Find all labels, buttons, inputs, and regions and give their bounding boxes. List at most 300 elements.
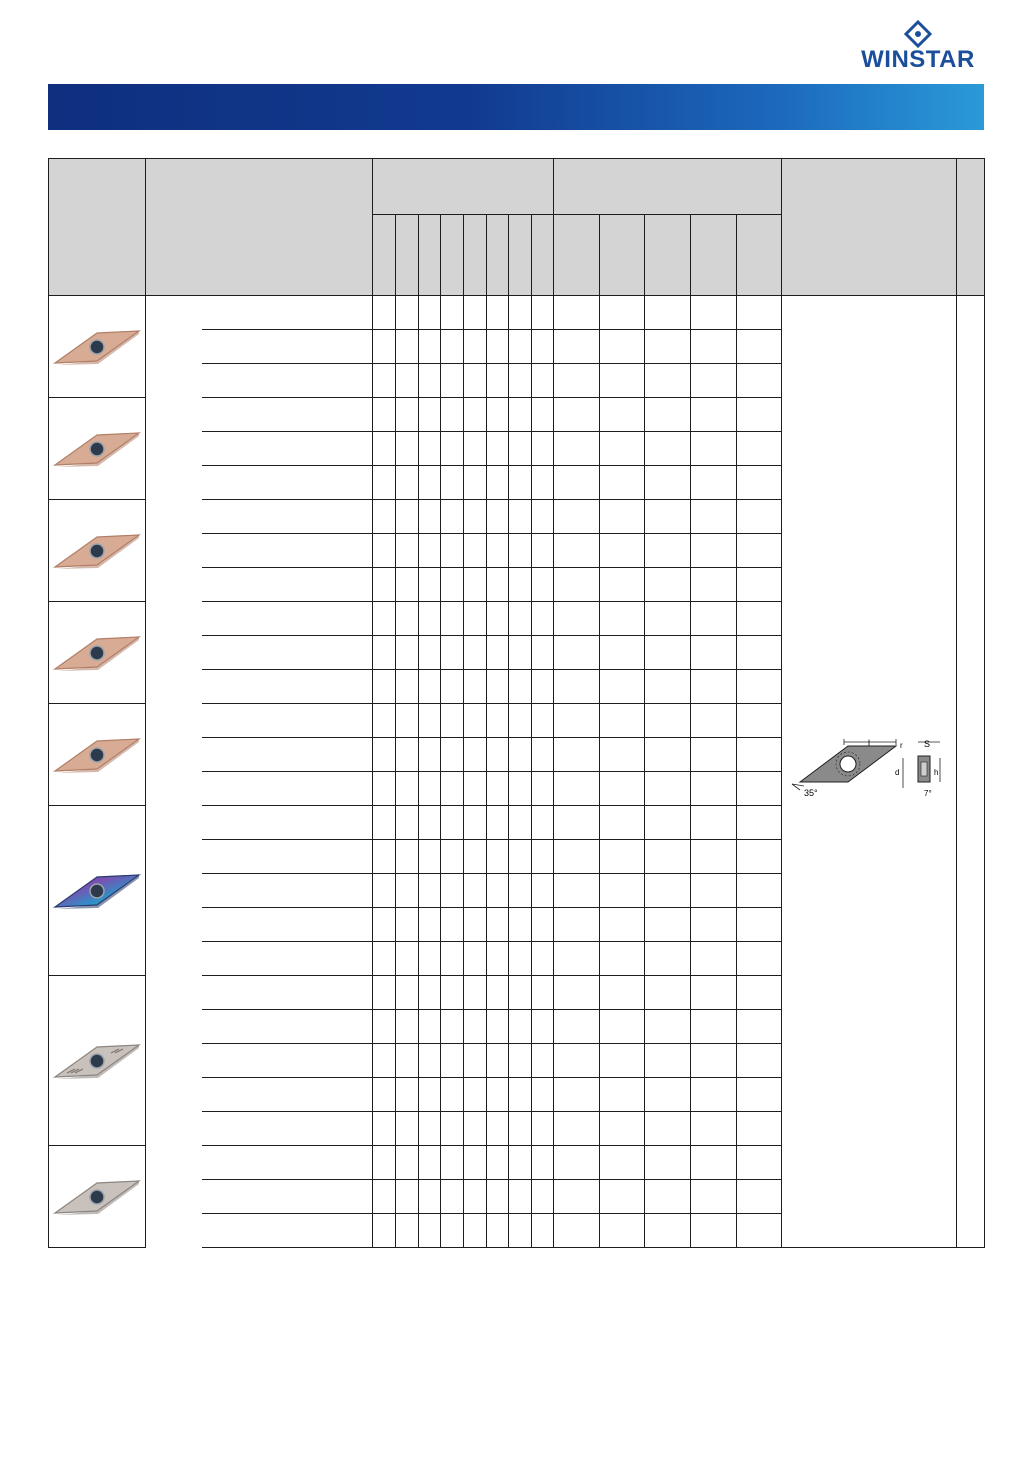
dimension-cell <box>736 874 781 908</box>
grade-cell <box>419 942 441 976</box>
dimension-cell <box>690 942 736 976</box>
insert-silver-icon <box>53 1175 141 1219</box>
dimension-cell <box>690 806 736 840</box>
grade-cell <box>464 466 487 500</box>
grade-cell <box>419 330 441 364</box>
grade-cell <box>464 636 487 670</box>
grade-cell <box>419 840 441 874</box>
grade-cell <box>441 1180 464 1214</box>
grade-cell <box>419 1214 441 1248</box>
diagram-label-s: S <box>924 739 931 749</box>
grade-cell <box>464 398 487 432</box>
grade-cell <box>396 1214 419 1248</box>
series-cell <box>146 1146 202 1248</box>
grade-cell <box>509 942 532 976</box>
grade-cell <box>509 908 532 942</box>
dimension-cell <box>736 772 781 806</box>
dimension-cell <box>554 500 600 534</box>
grade-cell <box>396 772 419 806</box>
grade-cell <box>464 1180 487 1214</box>
dimension-cell <box>645 500 690 534</box>
grade-cell <box>487 670 509 704</box>
dimension-cell <box>645 772 690 806</box>
diagram-label-angle-clearance: 7° <box>924 789 932 798</box>
grade-cell <box>441 432 464 466</box>
dimension-cell <box>645 602 690 636</box>
grade-cell <box>532 1146 554 1180</box>
header-grade-1 <box>373 215 396 296</box>
dimension-cell <box>554 1180 600 1214</box>
grade-cell <box>487 704 509 738</box>
dimension-cell <box>600 1214 645 1248</box>
grade-cell <box>396 942 419 976</box>
grade-cell <box>532 500 554 534</box>
insert-image-cell <box>49 602 146 704</box>
dimension-cell <box>600 364 645 398</box>
grade-cell <box>441 874 464 908</box>
designation-cell <box>202 942 373 976</box>
insert-copper-icon <box>53 529 141 573</box>
designation-cell <box>202 1112 373 1146</box>
dimension-cell <box>736 432 781 466</box>
insert-copper-icon <box>53 733 141 777</box>
grade-cell <box>373 874 396 908</box>
grade-cell <box>532 806 554 840</box>
grade-cell <box>373 942 396 976</box>
grade-cell <box>396 1146 419 1180</box>
grade-cell <box>487 500 509 534</box>
grade-cell <box>419 976 441 1010</box>
insert-image-cell <box>49 296 146 398</box>
grade-cell <box>532 1214 554 1248</box>
grade-cell <box>509 738 532 772</box>
dimension-cell <box>736 1214 781 1248</box>
grade-cell <box>464 1214 487 1248</box>
grade-cell <box>487 1112 509 1146</box>
dimension-cell <box>554 942 600 976</box>
grade-cell <box>419 432 441 466</box>
grade-cell <box>487 1010 509 1044</box>
diagram-label-r: r <box>900 741 903 750</box>
dimension-cell <box>645 1146 690 1180</box>
diagram-label-d: d <box>895 768 900 777</box>
dimension-cell <box>600 840 645 874</box>
series-cell <box>146 806 202 976</box>
grade-cell <box>509 1214 532 1248</box>
grade-cell <box>419 908 441 942</box>
dimension-cell <box>736 942 781 976</box>
grade-cell <box>441 840 464 874</box>
designation-cell <box>202 500 373 534</box>
grade-cell <box>441 976 464 1010</box>
grade-cell <box>487 976 509 1010</box>
grade-cell <box>396 296 419 330</box>
header-dim-2 <box>600 215 645 296</box>
header-grade-2 <box>396 215 419 296</box>
dimension-cell <box>690 500 736 534</box>
grade-cell <box>509 772 532 806</box>
grade-cell <box>441 534 464 568</box>
dimension-cell <box>554 1044 600 1078</box>
grade-cell <box>441 1044 464 1078</box>
dimension-cell <box>690 772 736 806</box>
dimension-cell <box>600 1146 645 1180</box>
grade-cell <box>487 1180 509 1214</box>
grade-cell <box>373 1214 396 1248</box>
grade-cell <box>419 568 441 602</box>
grade-cell <box>487 874 509 908</box>
grade-cell <box>464 1146 487 1180</box>
header-grade-8 <box>532 215 554 296</box>
dimension-cell <box>600 330 645 364</box>
winstar-logo <box>848 20 988 72</box>
grade-cell <box>396 908 419 942</box>
grade-cell <box>419 772 441 806</box>
grade-cell <box>509 636 532 670</box>
dimension-cell <box>554 296 600 330</box>
grade-cell <box>532 704 554 738</box>
designation-cell <box>202 330 373 364</box>
dimension-cell <box>645 398 690 432</box>
grade-cell <box>532 568 554 602</box>
grade-cell <box>509 976 532 1010</box>
dimension-cell <box>554 772 600 806</box>
designation-cell <box>202 398 373 432</box>
dimension-cell <box>736 1146 781 1180</box>
table-row <box>49 296 985 330</box>
grade-cell <box>509 432 532 466</box>
dimension-cell <box>690 330 736 364</box>
series-cell <box>146 976 202 1146</box>
grade-cell <box>464 738 487 772</box>
designation-cell <box>202 296 373 330</box>
grade-cell <box>419 1146 441 1180</box>
designation-cell <box>202 602 373 636</box>
dimension-cell <box>690 1010 736 1044</box>
grade-cell <box>532 976 554 1010</box>
dimension-cell <box>736 534 781 568</box>
dimension-cell <box>690 874 736 908</box>
grade-cell <box>373 534 396 568</box>
header-dim-5 <box>736 215 781 296</box>
dimension-cell <box>645 330 690 364</box>
grade-cell <box>373 1044 396 1078</box>
grade-cell <box>532 636 554 670</box>
grade-cell <box>396 1010 419 1044</box>
grade-cell <box>464 874 487 908</box>
grade-cell <box>487 840 509 874</box>
grade-cell <box>373 636 396 670</box>
diagram-label-h: h <box>934 768 939 777</box>
grade-cell <box>509 1078 532 1112</box>
grade-cell <box>419 704 441 738</box>
grade-cell <box>396 364 419 398</box>
dimension-cell <box>554 636 600 670</box>
grade-cell <box>373 1078 396 1112</box>
dimension-cell <box>600 942 645 976</box>
grade-cell <box>441 296 464 330</box>
grade-cell <box>441 670 464 704</box>
grade-cell <box>441 1112 464 1146</box>
dimension-cell <box>690 670 736 704</box>
designation-cell <box>202 466 373 500</box>
dimension-cell <box>736 840 781 874</box>
grade-cell <box>396 568 419 602</box>
dimension-cell <box>736 500 781 534</box>
dimension-cell <box>600 670 645 704</box>
grade-cell <box>464 364 487 398</box>
grade-cell <box>373 364 396 398</box>
grade-cell <box>441 602 464 636</box>
grade-cell <box>487 330 509 364</box>
designation-cell <box>202 874 373 908</box>
dimension-cell <box>736 738 781 772</box>
grade-cell <box>441 942 464 976</box>
dimension-cell <box>690 602 736 636</box>
grade-cell <box>487 1214 509 1248</box>
grade-cell <box>396 874 419 908</box>
grade-cell <box>532 398 554 432</box>
grade-cell <box>441 1010 464 1044</box>
grade-cell <box>373 432 396 466</box>
grade-cell <box>464 908 487 942</box>
dimension-cell <box>645 840 690 874</box>
grade-cell <box>441 500 464 534</box>
dimension-cell <box>645 466 690 500</box>
dimension-cell <box>736 908 781 942</box>
dimension-cell <box>554 534 600 568</box>
insert-image-cell <box>49 976 146 1146</box>
dimension-cell <box>554 1146 600 1180</box>
dimension-cell <box>554 976 600 1010</box>
dimension-cell <box>645 364 690 398</box>
grade-cell <box>487 602 509 636</box>
grade-cell <box>396 738 419 772</box>
grade-cell <box>419 738 441 772</box>
insert-copper-icon <box>53 325 141 369</box>
grade-cell <box>487 908 509 942</box>
winstar-logo-mark-icon <box>900 20 936 48</box>
dimension-cell <box>736 1180 781 1214</box>
designation-cell <box>202 1010 373 1044</box>
dimension-cell <box>554 1112 600 1146</box>
designation-cell <box>202 1044 373 1078</box>
dimension-cell <box>600 534 645 568</box>
grade-cell <box>396 500 419 534</box>
dimension-cell <box>690 908 736 942</box>
header-row-top <box>49 159 985 215</box>
dimension-cell <box>736 466 781 500</box>
insert-copper-icon <box>53 427 141 471</box>
dimension-cell <box>645 874 690 908</box>
dimension-cell <box>690 1078 736 1112</box>
designation-cell <box>202 908 373 942</box>
grade-cell <box>487 534 509 568</box>
grade-cell <box>419 602 441 636</box>
dimension-cell <box>600 500 645 534</box>
header-dim-3 <box>645 215 690 296</box>
dimension-cell <box>554 398 600 432</box>
grade-cell <box>441 364 464 398</box>
grade-cell <box>532 738 554 772</box>
header-grade-4 <box>441 215 464 296</box>
grade-cell <box>532 364 554 398</box>
dimension-cell <box>554 364 600 398</box>
grade-cell <box>441 908 464 942</box>
grade-cell <box>419 806 441 840</box>
dimension-cell <box>736 704 781 738</box>
dimension-cell <box>600 874 645 908</box>
grade-cell <box>373 602 396 636</box>
grade-cell <box>373 806 396 840</box>
dimension-cell <box>554 874 600 908</box>
grade-cell <box>464 670 487 704</box>
diagram-label-angle-nose: 35° <box>804 788 818 798</box>
dimension-cell <box>736 806 781 840</box>
grade-cell <box>373 738 396 772</box>
dimension-cell <box>645 1112 690 1146</box>
grade-cell <box>487 432 509 466</box>
designation-cell <box>202 534 373 568</box>
grade-cell <box>373 772 396 806</box>
grade-cell <box>441 772 464 806</box>
dimension-cell <box>554 1010 600 1044</box>
grade-cell <box>419 296 441 330</box>
grade-cell <box>532 874 554 908</box>
dimension-cell <box>645 636 690 670</box>
insert-image-cell <box>49 1146 146 1248</box>
dimension-cell <box>554 840 600 874</box>
grade-cell <box>532 1112 554 1146</box>
dimension-cell <box>645 568 690 602</box>
dimension-cell <box>690 704 736 738</box>
grade-cell <box>487 1146 509 1180</box>
dimension-cell <box>554 806 600 840</box>
grade-cell <box>532 1180 554 1214</box>
dimension-cell <box>554 908 600 942</box>
grade-cell <box>509 1146 532 1180</box>
dimension-cell <box>690 568 736 602</box>
grade-cell <box>532 670 554 704</box>
dimension-cell <box>600 738 645 772</box>
dimension-cell <box>600 602 645 636</box>
dimension-cell <box>645 908 690 942</box>
grade-cell <box>419 636 441 670</box>
grade-cell <box>509 330 532 364</box>
grade-cell <box>396 806 419 840</box>
dimension-cell <box>736 670 781 704</box>
grade-cell <box>441 1078 464 1112</box>
grade-cell <box>509 466 532 500</box>
header-dim-1 <box>554 215 600 296</box>
dimension-cell <box>736 1078 781 1112</box>
designation-cell <box>202 840 373 874</box>
grade-cell <box>464 1112 487 1146</box>
grade-cell <box>419 500 441 534</box>
grade-cell <box>419 398 441 432</box>
grade-cell <box>419 364 441 398</box>
header-dimension-group <box>554 159 781 215</box>
designation-cell <box>202 1214 373 1248</box>
header-image-col <box>49 159 146 296</box>
grade-cell <box>396 330 419 364</box>
dimension-cell <box>736 1010 781 1044</box>
dimension-cell <box>645 534 690 568</box>
grade-cell <box>373 1112 396 1146</box>
insert-image-cell <box>49 704 146 806</box>
dimension-cell <box>736 568 781 602</box>
grade-cell <box>509 534 532 568</box>
grade-cell <box>464 330 487 364</box>
grade-cell <box>373 976 396 1010</box>
grade-cell <box>509 398 532 432</box>
dimension-cell <box>690 1214 736 1248</box>
grade-cell <box>532 1010 554 1044</box>
dimension-cell <box>600 296 645 330</box>
dimension-cell <box>690 1044 736 1078</box>
grade-cell <box>509 1112 532 1146</box>
grade-cell <box>396 1112 419 1146</box>
grade-cell <box>487 364 509 398</box>
grade-cell <box>373 704 396 738</box>
dimension-cell <box>645 296 690 330</box>
designation-cell <box>202 1180 373 1214</box>
grade-cell <box>487 738 509 772</box>
grade-cell <box>396 432 419 466</box>
designation-cell <box>202 806 373 840</box>
dimension-cell <box>554 738 600 772</box>
dimension-cell <box>645 942 690 976</box>
dimension-cell <box>690 738 736 772</box>
grade-cell <box>509 670 532 704</box>
grade-cell <box>419 670 441 704</box>
dimension-cell <box>645 432 690 466</box>
dimension-cell <box>645 1010 690 1044</box>
dimension-cell <box>690 296 736 330</box>
dimension-cell <box>736 398 781 432</box>
insert-rainbow-icon <box>53 869 141 913</box>
grade-cell <box>509 1044 532 1078</box>
dimension-cell <box>645 806 690 840</box>
designation-cell <box>202 568 373 602</box>
grade-cell <box>419 534 441 568</box>
header-grade-5 <box>464 215 487 296</box>
grade-cell <box>487 296 509 330</box>
grade-cell <box>441 806 464 840</box>
dimension-cell <box>736 636 781 670</box>
dimension-cell <box>690 840 736 874</box>
grade-cell <box>396 466 419 500</box>
header-grade-group <box>373 159 554 215</box>
grade-cell <box>509 1180 532 1214</box>
dimension-cell <box>736 1112 781 1146</box>
dimension-cell <box>600 1044 645 1078</box>
grade-cell <box>441 330 464 364</box>
grade-cell <box>532 908 554 942</box>
dimension-cell <box>600 432 645 466</box>
grade-cell <box>441 466 464 500</box>
designation-cell <box>202 976 373 1010</box>
grade-cell <box>464 840 487 874</box>
header-designation-col <box>146 159 373 296</box>
grade-cell <box>509 704 532 738</box>
dimension-cell <box>736 364 781 398</box>
grade-cell <box>441 636 464 670</box>
grade-cell <box>532 942 554 976</box>
grade-cell <box>509 296 532 330</box>
grade-cell <box>532 1078 554 1112</box>
grade-cell <box>509 500 532 534</box>
